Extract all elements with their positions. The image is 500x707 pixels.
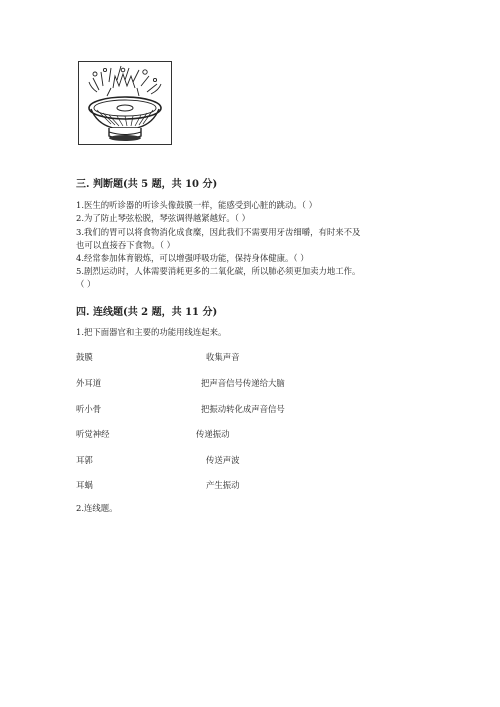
judge-item-3-line1: 3.我们的胃可以将食物消化成食糜，因此我们不需要用牙齿细嚼，有时来不及 — [76, 227, 361, 237]
matching-question-2: 2.连线题。 — [76, 503, 118, 513]
organ-label: 听小骨 — [76, 404, 102, 414]
function-label: 传递振动 — [196, 429, 230, 439]
judge-item-5-line2: （ ） — [76, 279, 96, 289]
organ-label: 听觉神经 — [76, 429, 110, 439]
function-label: 传送声波 — [206, 455, 240, 465]
function-label: 产生振动 — [206, 480, 240, 490]
organ-label: 耳蜗 — [76, 480, 93, 490]
section3-heading: 三. 判断题(共 5 题，共 10 分) — [76, 179, 218, 190]
organ-label: 耳郭 — [76, 455, 93, 465]
matching-question-1: 1.把下面器官和主要的功能用线连起来。 — [76, 327, 227, 337]
judge-item-1: 1.医生的听诊器的听诊头像鼓膜一样，能感受到心脏的跳动。（ ） — [76, 200, 317, 210]
judge-item-2: 2.为了防止琴弦松脱，琴弦调得越紧越好。（ ） — [76, 213, 250, 223]
organ-label: 外耳道 — [76, 378, 102, 388]
judge-item-5-line1: 5.剧烈运动时，人体需要消耗更多的二氧化碳，所以肺必须更加卖力地工作。 — [76, 266, 361, 276]
organ-label: 鼓膜 — [76, 352, 93, 362]
speaker-drawing — [79, 62, 171, 144]
section4-heading: 四. 连线题(共 2 题，共 11 分) — [76, 307, 218, 318]
speaker-vibration-illustration — [78, 61, 172, 145]
function-label: 把声音信号传递给大脑 — [201, 378, 285, 388]
function-label: 把振动转化成声音信号 — [201, 404, 285, 414]
function-label: 收集声音 — [206, 352, 240, 362]
judge-item-4: 4.经常参加体育锻炼，可以增强呼吸功能，保持身体健康。（ ） — [76, 253, 309, 263]
judge-item-3-line2: 也可以直接吞下食物。（ ） — [76, 240, 175, 250]
